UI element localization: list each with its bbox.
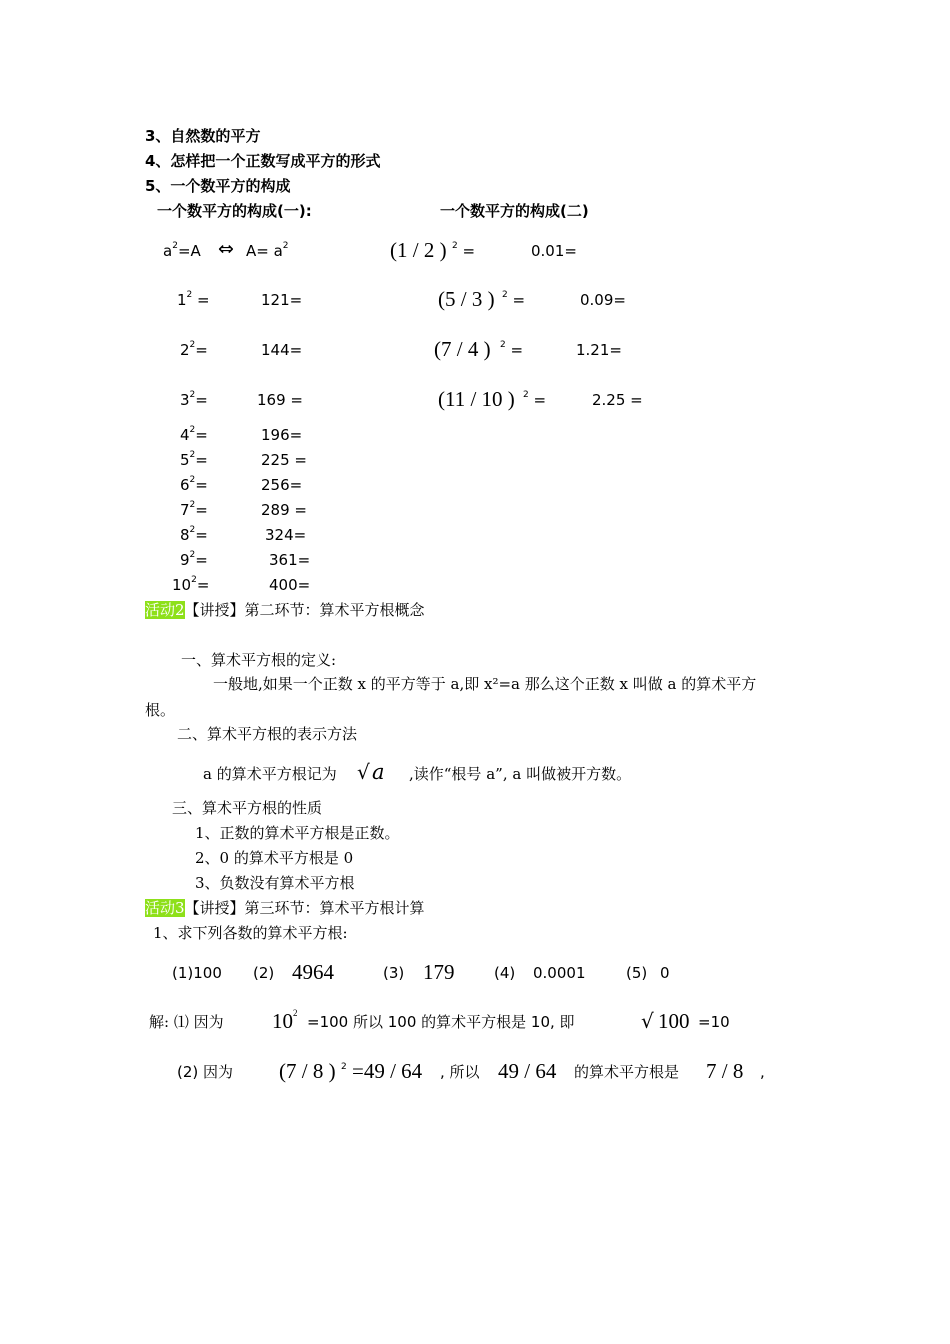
exercise-item-3-value: 179 [423,960,455,984]
section-1-body-cont: 根。 [145,701,176,719]
square-row: $10^2=$ [172,575,210,594]
square-row: $2^2=$ [180,340,208,359]
solution-2-end: , [760,1063,765,1081]
solution-1-radicand: 100 [658,1009,690,1033]
section-2-post: ,读作“根号 a”, a 叫做被开方数。 [409,765,632,783]
square-row: $4^2=$ [180,425,208,444]
fraction-exponent: $^2$ = [523,390,547,409]
solution-1-mid: =100 所以 100 的算术平方根是 10, 即 [307,1013,575,1031]
decimal-value: 0.09= [580,291,626,309]
square-row: $5^2=$ [180,450,208,469]
square-value: 324= [265,526,307,544]
activity-3-header [145,901,425,916]
sqrt-icon: √ [641,1009,654,1033]
solution-2-so: , 所以 [440,1063,480,1081]
activity-tag: 活动2 [145,601,185,619]
heading-4: 4、怎样把一个正数写成平方的形式 [145,152,381,170]
decimal-value: 2.25 = [592,391,643,409]
solution-2-exponent: 2 [341,1062,347,1072]
solution-1-pre: 解: ⑴ 因为 [149,1013,224,1031]
fraction-expression: (5 / 3 ) [438,287,495,311]
activity-2-header [145,603,425,618]
subheading-2: 一个数平方的构成(二) [440,202,589,220]
square-value: 196= [261,426,303,444]
solution-2-fraction-3: 7 / 8 [706,1059,744,1083]
decimal-value: 1.21= [576,341,622,359]
fraction-expression: (7 / 4 ) [434,337,491,361]
square-value: 361= [269,551,311,569]
fraction-exponent: $^2$ = [500,340,524,359]
square-value: 400= [269,576,311,594]
solution-2-fraction: (7 / 8 ) [279,1059,336,1083]
solution-2-text: 的算术平方根是 [574,1063,680,1081]
square-value: 144= [261,341,303,359]
formula-right: $A= a^2$ [246,241,289,260]
square-value: 289 = [261,501,307,519]
solution-1-end: =10 [698,1013,730,1031]
square-value: 121= [261,291,303,309]
exercise-item-1: (1)100 [172,964,222,982]
solution-1-base: $10^2$ [272,1008,298,1033]
fraction-exponent: $^2$ = [502,290,526,309]
exercise-item-2-value: 4964 [292,960,334,984]
heading-5: 5、一个数平方的构成 [145,177,291,195]
square-row: $7^2=$ [180,500,208,519]
sqrt-icon: √ [357,760,370,784]
property-item: 2、0 的算术平方根是 0 [195,849,354,867]
section-1-title: 一、算术平方根的定义: [181,651,337,669]
exercise-item-3-label: (3) [383,964,405,982]
square-row: $9^2=$ [180,550,208,569]
formula-left: $a^2=A$ [163,241,201,260]
property-item: 3、负数没有算术平方根 [195,874,355,892]
section-3-title: 三、算术平方根的性质 [172,799,323,817]
fraction-exponent: $^2$ = [452,241,476,260]
square-row: $6^2=$ [180,475,208,494]
activity-title: 【讲授】第三环节：算术平方根计算 [184,899,425,917]
exercise-title: 1、求下列各数的算术平方根: [153,924,348,942]
square-row: $3^2=$ [180,390,208,409]
exercise-item-4-value: 0.0001 [533,964,586,982]
solution-2-fraction-2: 49 / 64 [498,1059,557,1083]
section-2-pre: a 的算术平方根记为 [203,765,337,783]
radicand-variable: a [372,760,385,784]
activity-tag: 活动3 [145,899,185,917]
heading-3: 3、自然数的平方 [145,127,261,145]
exercise-item-2-label: (2) [253,964,275,982]
fraction-expression: (11 / 10 ) [438,387,515,411]
exercise-item-5-label: (5) [626,964,648,982]
activity-title: 【讲授】第二环节：算术平方根概念 [184,601,425,619]
solution-2-pre: (2) 因为 [177,1063,234,1081]
exercise-item-5-value: 0 [660,964,670,982]
section-2-title: 二、算术平方根的表示方法 [177,725,358,743]
square-value: 169 = [257,391,303,409]
exercise-item-4-label: (4) [494,964,516,982]
square-row: $8^2=$ [180,525,208,544]
square-row: $1^2$ = [177,290,210,309]
subheading-1: 一个数平方的构成(一): [157,202,312,220]
solution-2-result: =49 / 64 [352,1059,423,1083]
section-1-body: 一般地,如果一个正数 x 的平方等于 a,即 x²=a 那么这个正数 x 叫做 a 的算术平方 [213,675,757,693]
equivalence-icon: ⇔ [218,238,234,260]
square-value: 256= [261,476,303,494]
decimal-value: 0.01= [531,242,577,260]
square-value: 225 = [261,451,307,469]
property-item: 1、正数的算术平方根是正数。 [195,824,400,842]
fraction-expression: (1 / 2 ) [390,238,447,262]
